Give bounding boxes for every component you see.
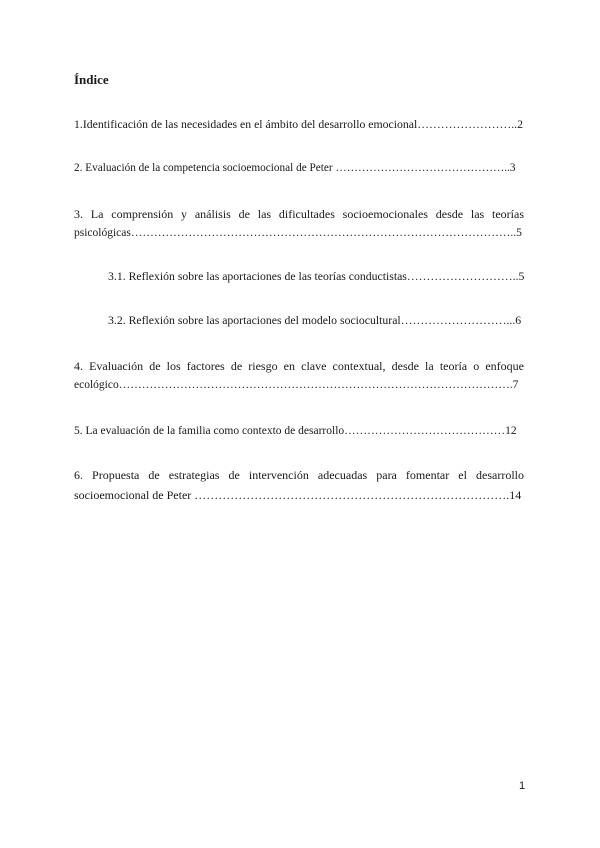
toc-entry-5: 5. La evaluación de la familia como contexto de desarrollo……………………………………12 [74, 425, 517, 437]
toc-entry-3-2: 3.2. Reflexión sobre las aportaciones del modelo sociocultural………………………...6 [108, 314, 522, 327]
toc-entry-6-line-1: 6. Propuesta de estrategias de intervención adecuadas para fomentar el desarrollo [74, 468, 524, 482]
toc-entry-3-1: 3.1. Reflexión sobre las aportaciones de las teorías conductistas………………………..5 [108, 270, 525, 283]
toc-entry-2: 2. Evaluación de la competencia socioemocional de Peter ………………………………………..3 [74, 162, 516, 174]
toc-entry-6-line-2: socioemocional de Peter …………………………………………………………………….14 [74, 488, 522, 502]
page-number: 1 [519, 780, 526, 792]
toc-entry-3-line-2: psicológicas………………………………………………………………………………………..5 [74, 227, 522, 239]
toc-entry-4-line-1: 4. Evaluación de los factores de riesgo en clave contextual, desde la teoría o enfoque [74, 359, 524, 373]
toc-entry-1: 1.Identificación de las necesidades en el ámbito del desarrollo emocional……………………..2 [74, 118, 523, 131]
toc-entry-4-line-2: ecológico………………………………………………………………………………………….7 [74, 379, 519, 391]
toc-entry-3-line-1: 3. La comprensión y análisis de las dificultades socioemocionales desde las teorías [74, 207, 524, 221]
toc-heading: Índice [74, 72, 109, 87]
